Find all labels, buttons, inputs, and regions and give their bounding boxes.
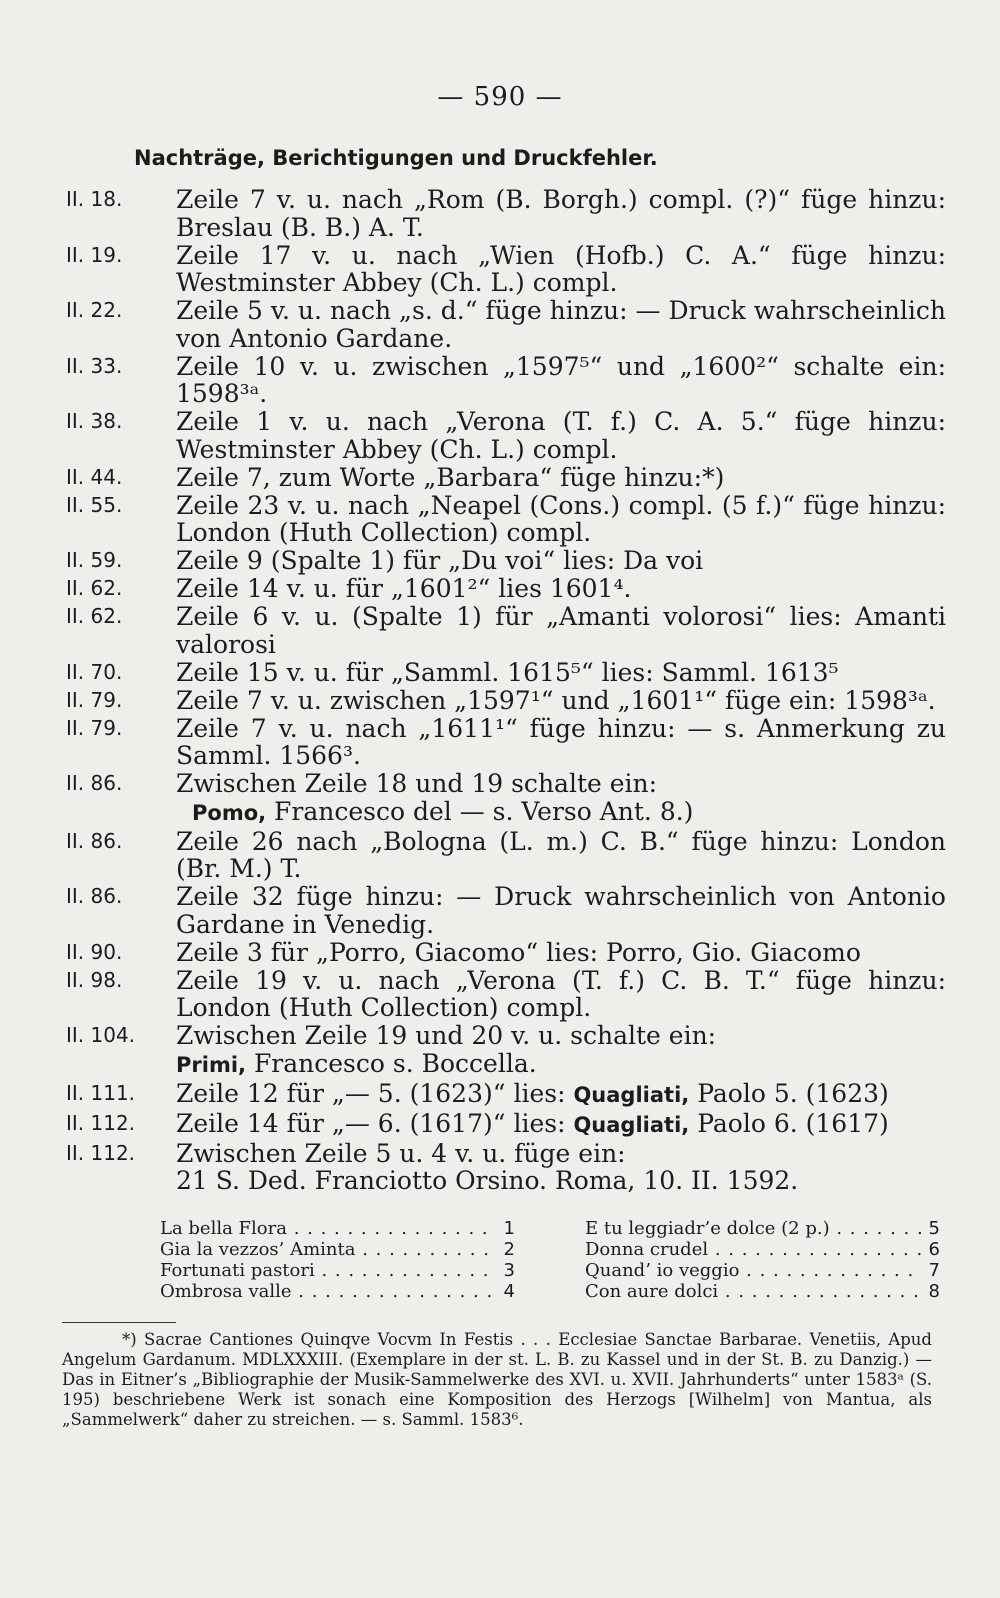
song-title: Fortunati pastori . . . xyxy=(160,1260,496,1281)
entry-text: Zeile 1 v. u. nach „Verona (T. f.) C. A. 5.“ füge hinzu: Westminster Abbey (Ch. L.) compl. xyxy=(176,407,946,464)
correction-entry xyxy=(66,547,946,575)
entry-text: Zeile 32 füge hinzu: — Druck wahrscheinlich von Antonio Gardane in Venedig. xyxy=(176,882,946,939)
entry-reference: II. 79. xyxy=(66,687,123,712)
entry-insertion xyxy=(176,1167,946,1195)
entry-reference: II. 62. xyxy=(66,604,123,628)
correction-entry xyxy=(66,715,946,770)
entry-text: Zeile 5 v. u. nach „s. d.“ füge hinzu: — Druck wahrscheinlich von Antonio Gardane. xyxy=(176,296,946,353)
bold-name: Pomo, xyxy=(192,800,267,825)
correction-entry xyxy=(66,1140,946,1195)
song-title: La bella Flora . . . xyxy=(160,1218,496,1239)
entry-text: Zwischen Zeile 19 und 20 v. u. schalte ein: xyxy=(176,1021,717,1050)
entry-text: Zeile 3 für „Porro, Giacomo“ lies: Porro, Gio. Giacomo xyxy=(176,937,861,967)
correction-entry xyxy=(66,770,946,827)
entry-text: Zeile 7 v. u. nach „1611¹“ füge hinzu: — s. Anmerkung zu Samml. 1566³. xyxy=(176,713,946,770)
song-title: Donna crudel . . . xyxy=(585,1239,921,1260)
song-number: 5 xyxy=(928,1218,940,1239)
entry-reference: II. 33. xyxy=(66,353,123,378)
song-title: Ombrosa valle . . . xyxy=(160,1281,496,1302)
entry-text: Zeile 23 v. u. nach „Neapel (Cons.) compl. (5 f.)“ füge hinzu: London (Huth Collection) compl. xyxy=(176,490,946,547)
song-column-right xyxy=(585,1218,940,1302)
correction-entry xyxy=(66,1022,946,1079)
song-title: Con aure dolci . . . xyxy=(585,1281,921,1302)
entry-reference: II. 79. xyxy=(66,715,123,740)
song-list xyxy=(160,1218,940,1302)
page-number: — 590 — xyxy=(437,82,563,112)
entry-reference: II. 90. xyxy=(66,939,123,964)
entry-text: Zeile 17 v. u. nach „Wien (Hofb.) C. A.“ füge hinzu: Westminster Abbey (Ch. L.) compl. xyxy=(176,240,946,297)
bold-name: Quagliati, xyxy=(573,1112,690,1137)
insertion-text: Francesco s. Boccella. xyxy=(246,1048,537,1078)
correction-entry xyxy=(66,242,946,297)
correction-entry xyxy=(66,687,946,715)
entry-reference: II. 70. xyxy=(66,659,123,684)
entry-reference: II. 55. xyxy=(66,492,123,517)
text-part: Paolo 6. (1617) xyxy=(689,1108,889,1138)
entry-reference: II. 86. xyxy=(66,884,123,908)
entry-text: Zeile 19 v. u. nach „Verona (T. f.) C. B. T.“ füge hinzu: London (Huth Collection) compl. xyxy=(176,965,946,1022)
entry-text: Zeile 10 v. u. zwischen „1597⁵“ und „1600²“ schalte ein: 1598³ᵃ. xyxy=(176,351,946,408)
entry-reference: II. 86. xyxy=(66,828,123,853)
entry-text: Zwischen Zeile 5 u. 4 v. u. füge ein: xyxy=(176,1138,626,1168)
song-number: 7 xyxy=(928,1260,940,1281)
entry-reference: II. 112. xyxy=(66,1110,136,1135)
text-part: Paolo 5. (1623) xyxy=(689,1078,889,1108)
text-part: Zeile 12 für „— 5. (1623)“ lies: xyxy=(176,1078,574,1108)
song-title: Gia la vezzos’ Aminta . . . xyxy=(160,1239,496,1260)
correction-entry xyxy=(66,967,946,1022)
song-row xyxy=(160,1218,515,1239)
song-row xyxy=(585,1218,940,1239)
correction-entry xyxy=(66,408,946,463)
correction-entry xyxy=(66,883,946,938)
correction-entry xyxy=(66,353,946,408)
song-column-left xyxy=(160,1218,515,1302)
entry-text: Zeile 15 v. u. für „Samml. 1615⁵“ lies: Samml. 1613⁵ xyxy=(176,657,839,687)
entry-reference: II. 111. xyxy=(66,1080,136,1105)
song-row xyxy=(585,1260,940,1281)
entry-reference: II. 112. xyxy=(66,1140,136,1165)
entry-reference: II. 38. xyxy=(66,409,123,433)
correction-entry xyxy=(66,464,946,492)
footnote xyxy=(62,1330,932,1430)
correction-entry xyxy=(66,828,946,883)
correction-entry xyxy=(66,939,946,967)
entry-text: Zeile 9 (Spalte 1) für „Du voi“ lies: Da voi xyxy=(176,546,704,575)
entry-reference: II. 104. xyxy=(66,1023,136,1047)
entry-text: Zeile 6 v. u. (Spalte 1) für „Amanti volorosi“ lies: Amanti valorosi xyxy=(176,602,946,659)
entry-insertion xyxy=(192,798,946,828)
song-number: 2 xyxy=(503,1239,515,1260)
song-number: 6 xyxy=(928,1239,940,1260)
entry-text: Zeile 7, zum Worte „Barbara“ füge hinzu:*) xyxy=(176,462,725,492)
correction-entry xyxy=(66,603,946,658)
footnote-text: *) Sacrae Cantiones Quinqve Vocvm In Festis . . . Ecclesiae Sanctae Barbarae. Venetiis, Apud Angelum Gardanum. MDLXXXIII. (Exemplare in der st. L. B. zu Kassel und in der St. B. zu Danzig.) — Das in Eitner’s „Bibliographie der Musik-Sammelwerke des XVI. u. XVII. Jahrhunderts“ unter 1583ᵃ (S. 195) beschriebene Werk ist sonach eine Komposition des Herzogs [Wilhelm] von Mantua, als „Sammelwerk“ daher zu streichen. — s. Samml. 1583⁶. xyxy=(62,1330,932,1429)
song-title: E tu leggiadr’e dolce (2 p.) . . . xyxy=(585,1218,921,1239)
entry-reference: II. 86. xyxy=(66,771,123,795)
song-title: Quand’ io veggio . . . xyxy=(585,1260,921,1281)
corrections-list xyxy=(66,186,946,1195)
entry-insertion xyxy=(176,1050,946,1080)
entry-text: Zeile 7 v. u. nach „Rom (B. Borgh.) compl. (?)“ füge hinzu: Breslau (B. B.) A. T. xyxy=(176,185,946,242)
correction-entry xyxy=(66,186,946,241)
correction-entry xyxy=(66,492,946,547)
bold-name: Quagliati, xyxy=(573,1082,690,1107)
correction-entry xyxy=(66,297,946,352)
text-part: Zeile 14 für „— 6. (1617)“ lies: xyxy=(176,1108,574,1138)
song-number: 8 xyxy=(928,1281,940,1302)
entry-text: Zeile 7 v. u. zwischen „1597¹“ und „1601¹“ füge ein: 1598³ᵃ. xyxy=(176,685,936,715)
song-row xyxy=(585,1281,940,1302)
song-row xyxy=(160,1239,515,1260)
entry-reference: II. 22. xyxy=(66,298,123,322)
correction-entry xyxy=(66,659,946,687)
correction-entry xyxy=(66,575,946,603)
entry-text: Zeile 26 nach „Bologna (L. m.) C. B.“ füge hinzu: London (Br. M.) T. xyxy=(176,826,946,883)
song-row xyxy=(585,1239,940,1260)
entry-text: Zeile 14 v. u. für „1601²“ lies 1601⁴. xyxy=(176,574,632,603)
correction-entry xyxy=(66,1080,946,1110)
entry-reference: II. 18. xyxy=(66,187,123,211)
entry-reference: II. 44. xyxy=(66,464,123,489)
entry-reference: II. 62. xyxy=(66,576,123,600)
song-number: 3 xyxy=(503,1260,515,1281)
bold-name: Primi, xyxy=(176,1052,247,1077)
song-number: 4 xyxy=(503,1281,515,1302)
insertion-text: Francesco del — s. Verso Ant. 8.) xyxy=(266,796,694,826)
song-row xyxy=(160,1260,515,1281)
entry-text xyxy=(176,1110,946,1140)
song-number: 1 xyxy=(503,1218,515,1239)
page-heading: Nachträge, Berichtigungen und Druckfehler. xyxy=(134,146,658,170)
correction-entry xyxy=(66,1110,946,1140)
entry-reference: II. 59. xyxy=(66,548,123,572)
entry-text xyxy=(176,1080,946,1110)
footnote-rule xyxy=(62,1322,176,1323)
insertion-text: 21 S. Ded. Franciotto Orsino. Roma, 10. II. 1592. xyxy=(176,1166,799,1195)
entry-reference: II. 98. xyxy=(66,967,123,992)
song-row xyxy=(160,1281,515,1302)
entry-text: Zwischen Zeile 18 und 19 schalte ein: xyxy=(176,769,658,798)
entry-reference: II. 19. xyxy=(66,242,123,267)
